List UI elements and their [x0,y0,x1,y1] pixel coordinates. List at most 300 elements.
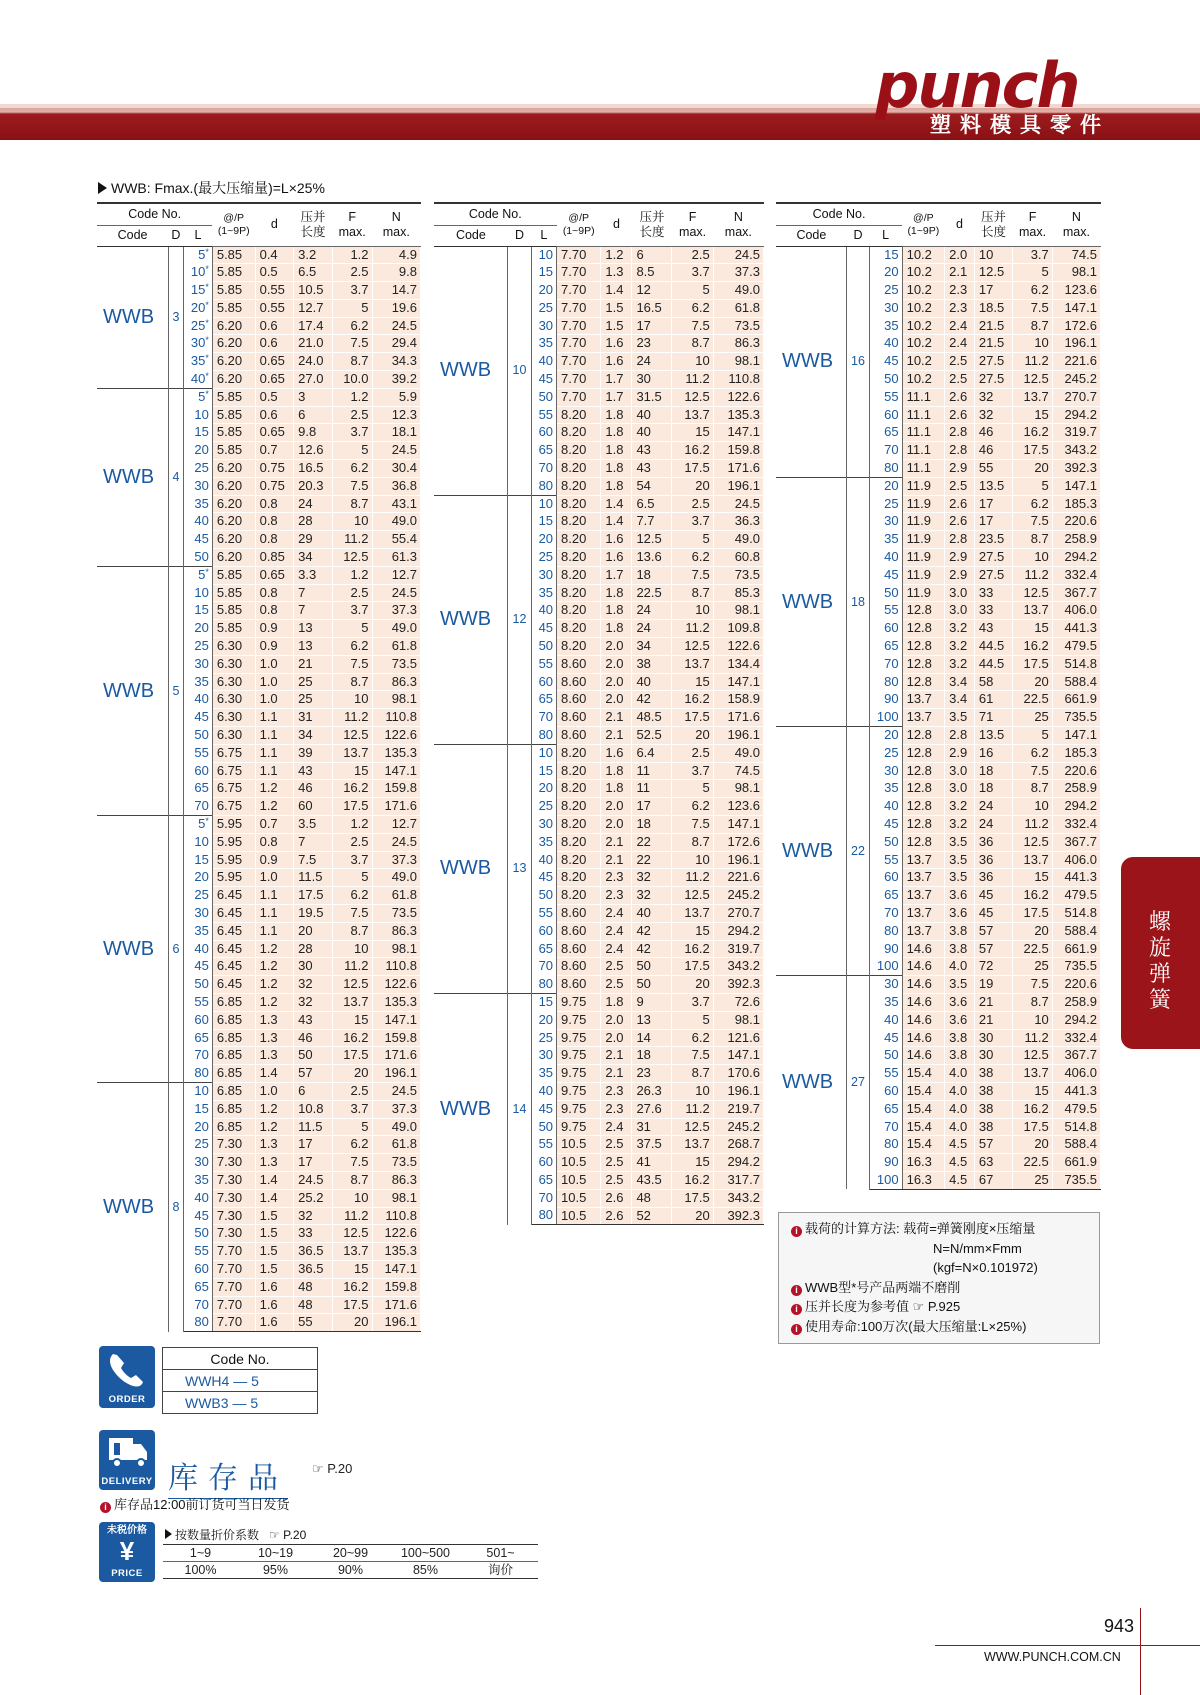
length-cell[interactable]: 70 [531,460,556,478]
solid-length-cell: 13 [632,1011,672,1029]
length-cell[interactable]: 60 [531,1154,556,1172]
length-cell[interactable]: 65 [869,887,902,905]
length-cell[interactable]: 70 [184,1296,213,1314]
length-cell[interactable]: 25 [869,744,902,762]
pitch-cell: 6.30 [212,638,255,656]
length-cell[interactable]: 60 [531,673,556,691]
length-cell[interactable]: 80 [531,1207,556,1225]
length-cell[interactable]: 20* [184,299,213,317]
pitch-cell: 9.75 [557,1047,601,1065]
nmax-cell: 735.5 [1052,1171,1100,1189]
nmax-cell: 317.7 [713,1171,763,1189]
length-cell[interactable]: 45 [531,371,556,389]
length-cell[interactable]: 20 [869,727,902,745]
length-cell[interactable]: 45 [531,620,556,638]
pitch-cell: 6.30 [212,673,255,691]
pitch-cell: 8.20 [557,602,601,620]
length-cell[interactable]: 80 [869,673,902,691]
length-cell[interactable]: 35 [184,1171,213,1189]
length-cell[interactable]: 30 [531,317,556,335]
wire-d-cell: 2.9 [945,549,975,567]
nmax-cell: 294.2 [713,922,763,940]
length-cell[interactable]: 35 [531,833,556,851]
length-cell[interactable]: 20 [184,869,213,887]
wire-d-cell: 0.75 [255,460,294,478]
length-cell[interactable]: 50 [869,371,902,389]
fmax-cell: 13.7 [1013,388,1053,406]
solid-length-cell: 36 [974,869,1012,887]
solid-length-cell: 42 [632,940,672,958]
length-cell[interactable]: 45 [531,1100,556,1118]
length-cell[interactable]: 65 [531,940,556,958]
length-cell[interactable]: 60 [184,1011,213,1029]
nmax-cell: 14.7 [372,282,420,300]
length-cell[interactable]: 65 [869,424,902,442]
length-cell[interactable]: 100 [869,958,902,976]
length-cell[interactable]: 60 [869,406,902,424]
footer-url[interactable]: WWW.PUNCH.COM.CN [984,1650,1121,1664]
length-cell[interactable]: 35 [869,531,902,549]
stock-page-ref[interactable]: ☞ P.20 [312,1461,353,1476]
wire-d-cell: 3.8 [945,1047,975,1065]
length-cell[interactable]: 70 [184,798,213,816]
price-icon: 未税价格 ¥ PRICE [99,1522,155,1582]
fmax-cell: 3.7 [672,264,713,282]
length-cell[interactable]: 55 [531,1136,556,1154]
pitch-cell: 6.30 [212,709,255,727]
length-cell[interactable]: 65 [869,1100,902,1118]
pitch-cell: 8.20 [557,460,601,478]
length-cell[interactable]: 65 [184,1029,213,1047]
solid-length-cell: 17 [294,1136,333,1154]
pitch-cell: 9.75 [557,1029,601,1047]
fmax-cell: 20 [672,727,713,745]
length-cell[interactable]: 30 [869,762,902,780]
length-cell[interactable]: 50 [184,1225,213,1243]
length-cell[interactable]: 50 [869,1047,902,1065]
fmax-cell: 20 [1013,460,1053,478]
product-code: WWB [776,246,847,477]
length-cell[interactable]: 35 [869,993,902,1011]
length-cell[interactable]: 50 [184,727,213,745]
pitch-cell: 13.7 [902,887,945,905]
length-cell[interactable]: 55 [531,904,556,922]
length-cell[interactable]: 40 [184,513,213,531]
stock-title: 库存品 [168,1453,288,1499]
nmax-cell: 661.9 [1052,940,1100,958]
fmax-cell: 6.2 [672,549,713,567]
length-cell[interactable]: 25 [184,1136,213,1154]
length-cell[interactable]: 20 [531,531,556,549]
pitch-cell: 8.60 [557,709,601,727]
length-cell[interactable]: 35 [531,1065,556,1083]
length-cell[interactable]: 80 [869,922,902,940]
wire-d-cell: 0.8 [255,584,294,602]
nmax-cell: 221.6 [1052,353,1100,371]
length-cell[interactable]: 25 [531,798,556,816]
length-cell[interactable]: 100 [869,709,902,727]
length-cell[interactable]: 15 [184,424,213,442]
fmax-cell: 20 [1013,673,1053,691]
length-cell[interactable]: 25 [184,887,213,905]
length-cell[interactable]: 55 [869,1065,902,1083]
pitch-cell: 12.8 [902,638,945,656]
solid-length-cell: 38 [974,1065,1012,1083]
solid-length-cell: 6 [294,406,333,424]
pitch-cell: 7.70 [557,388,601,406]
length-cell[interactable]: 45 [184,531,213,549]
length-cell[interactable]: 100 [869,1171,902,1189]
nmax-cell: 294.2 [1052,406,1100,424]
length-cell[interactable]: 40 [531,353,556,371]
length-cell[interactable]: 50 [869,584,902,602]
length-cell[interactable]: 20 [531,1011,556,1029]
length-cell[interactable]: 25 [531,1029,556,1047]
length-cell[interactable]: 30 [531,566,556,584]
length-cell[interactable]: 15 [184,1100,213,1118]
length-cell[interactable]: 45 [869,1029,902,1047]
length-cell[interactable]: 50 [531,388,556,406]
code-no-header: Code No. [434,203,557,225]
length-cell[interactable]: 55 [184,993,213,1011]
length-cell[interactable]: 80 [531,727,556,745]
price-page-ref[interactable]: ☞ P.20 [269,1528,307,1542]
length-cell[interactable]: 35 [184,673,213,691]
fmax-cell: 16.2 [672,691,713,709]
nmax-cell: 270.7 [713,904,763,922]
length-cell[interactable]: 45 [869,353,902,371]
length-cell[interactable]: 40 [531,602,556,620]
fmax-cell: 7.5 [1013,976,1053,994]
length-cell[interactable]: 55 [531,655,556,673]
solid-length-header: 压并 长度 [294,203,333,246]
length-cell[interactable]: 15 [531,513,556,531]
length-cell[interactable]: 30 [869,299,902,317]
length-cell[interactable]: 20 [531,780,556,798]
pitch-cell: 8.60 [557,940,601,958]
nmax-cell: 12.7 [372,816,420,834]
length-cell[interactable]: 50 [531,638,556,656]
length-cell[interactable]: 10 [184,584,213,602]
length-cell[interactable]: 25 [531,549,556,567]
length-cell[interactable]: 70 [531,709,556,727]
length-cell[interactable]: 70 [869,904,902,922]
length-cell[interactable]: 25 [531,299,556,317]
fmax-cell: 5 [332,299,372,317]
length-cell[interactable]: 50 [531,887,556,905]
length-cell[interactable]: 60 [531,922,556,940]
nmax-cell: 588.4 [1052,922,1100,940]
length-cell[interactable]: 60 [869,869,902,887]
pitch-cell: 8.20 [557,869,601,887]
solid-length-cell: 12.7 [294,299,333,317]
length-cell[interactable]: 15 [184,602,213,620]
length-cell[interactable]: 15 [531,762,556,780]
length-cell[interactable]: 55 [184,1243,213,1261]
length-cell[interactable]: 40 [869,335,902,353]
length-cell[interactable]: 30 [184,655,213,673]
length-cell[interactable]: 10 [531,744,556,762]
length-cell[interactable]: 40 [184,940,213,958]
length-cell[interactable]: 40 [869,1011,902,1029]
length-cell[interactable]: 5* [184,388,213,406]
length-cell[interactable]: 35 [184,922,213,940]
length-cell[interactable]: 45 [869,816,902,834]
length-cell[interactable]: 45 [531,869,556,887]
nmax-cell: 406.0 [1052,851,1100,869]
length-cell[interactable]: 90 [869,691,902,709]
length-cell[interactable]: 20 [184,442,213,460]
solid-length-cell: 14 [632,1029,672,1047]
pitch-cell: 11.9 [902,584,945,602]
length-cell[interactable]: 20 [531,282,556,300]
length-cell[interactable]: 35* [184,353,213,371]
fmax-cell: 5 [1013,264,1053,282]
nmax-cell: 61.8 [372,638,420,656]
length-cell[interactable]: 65 [531,1171,556,1189]
wire-d-cell: 1.0 [255,673,294,691]
solid-length-cell: 48.5 [632,709,672,727]
wire-d-cell: 1.2 [601,246,632,264]
length-cell[interactable]: 45 [184,958,213,976]
pitch-cell: 7.30 [212,1136,255,1154]
solid-length-cell: 32 [974,388,1012,406]
fmax-cell: 2.5 [332,264,372,282]
length-cell[interactable]: 20 [184,1118,213,1136]
table-row [434,993,764,1011]
solid-length-cell: 32 [974,406,1012,424]
pitch-header: @/P (1~9P) [557,203,601,246]
length-cell[interactable]: 30 [184,477,213,495]
solid-length-cell: 43 [632,442,672,460]
pitch-cell: 8.20 [557,513,601,531]
nmax-cell: 661.9 [1052,691,1100,709]
fmax-cell: 12.5 [332,727,372,745]
nmax-cell: 49.0 [372,1118,420,1136]
solid-length-cell: 37.5 [632,1136,672,1154]
nmax-cell: 85.3 [713,584,763,602]
product-code: WWB [434,744,508,993]
length-cell[interactable]: 70 [531,1189,556,1207]
wire-d-cell: 1.2 [255,993,294,1011]
fmax-cell: 2.5 [672,246,713,264]
length-cell[interactable]: 10 [184,406,213,424]
nmax-cell: 441.3 [1052,869,1100,887]
length-cell[interactable]: 25 [184,638,213,656]
length-cell[interactable]: 45 [184,709,213,727]
length-cell[interactable]: 80 [184,1314,213,1332]
length-cell[interactable]: 65 [869,638,902,656]
length-cell[interactable]: 65 [531,442,556,460]
nmax-cell: 60.8 [713,549,763,567]
fmax-cell: 15 [672,1154,713,1172]
fmax-cell: 13.7 [672,904,713,922]
wire-d-cell: 2.5 [601,976,632,994]
length-cell[interactable]: 35 [869,780,902,798]
fmax-cell: 11.2 [672,371,713,389]
length-cell[interactable]: 15 [531,264,556,282]
wire-d-cell: 3.5 [945,976,975,994]
pitch-cell: 14.6 [902,1011,945,1029]
length-cell[interactable]: 80 [531,477,556,495]
length-cell[interactable]: 10 [531,246,556,264]
length-cell[interactable]: 50 [869,833,902,851]
length-cell[interactable]: 40* [184,371,213,389]
pitch-cell: 6.20 [212,549,255,567]
length-cell[interactable]: 80 [869,1136,902,1154]
length-cell[interactable]: 60 [531,424,556,442]
length-cell[interactable]: 70 [531,958,556,976]
solid-length-cell: 13 [294,638,333,656]
length-cell[interactable]: 25 [184,460,213,478]
table-row [776,976,1101,994]
length-cell[interactable]: 30* [184,335,213,353]
solid-length-cell: 40 [632,904,672,922]
length-cell[interactable]: 10 [184,833,213,851]
length-cell[interactable]: 80 [531,976,556,994]
length-cell[interactable]: 5* [184,246,213,264]
length-cell[interactable]: 50 [184,976,213,994]
length-cell[interactable]: 35 [869,317,902,335]
length-cell[interactable]: 15 [869,246,902,264]
delivery-icon: DELIVERY [99,1430,155,1490]
wire-d-cell: 0.6 [255,317,294,335]
fmax-cell: 15 [1013,869,1053,887]
pitch-cell: 5.95 [212,816,255,834]
length-cell[interactable]: 5* [184,816,213,834]
wire-d-cell: 2.4 [601,1118,632,1136]
nmax-cell: 441.3 [1052,1082,1100,1100]
length-cell[interactable]: 60 [184,762,213,780]
length-cell[interactable]: 10 [184,1082,213,1100]
length-cell[interactable]: 50 [531,1118,556,1136]
length-cell[interactable]: 55 [184,744,213,762]
length-cell[interactable]: 60 [184,1260,213,1278]
nmax-cell: 86.3 [713,335,763,353]
length-cell[interactable]: 65 [184,780,213,798]
length-cell[interactable]: 30 [531,1047,556,1065]
wire-d-cell: 4.5 [945,1136,975,1154]
length-cell[interactable]: 40 [184,691,213,709]
length-cell[interactable]: 15* [184,282,213,300]
length-cell[interactable]: 10* [184,264,213,282]
length-cell[interactable]: 70 [184,1047,213,1065]
length-cell[interactable]: 70 [869,442,902,460]
length-cell[interactable]: 35 [184,495,213,513]
length-cell[interactable]: 30 [531,816,556,834]
wire-d-cell: 3.6 [945,1011,975,1029]
solid-length-cell: 45 [974,887,1012,905]
length-cell[interactable]: 40 [184,1189,213,1207]
length-cell[interactable]: 15 [531,993,556,1011]
pitch-cell: 8.60 [557,922,601,940]
length-cell[interactable]: 45 [869,566,902,584]
length-cell[interactable]: 30 [869,976,902,994]
fmax-cell: 3.7 [332,1100,372,1118]
length-cell[interactable]: 60 [869,1082,902,1100]
length-cell[interactable]: 55 [869,851,902,869]
length-cell[interactable]: 5* [184,566,213,584]
wire-d-cell: 1.4 [601,513,632,531]
pitch-cell: 10.2 [902,282,945,300]
length-cell[interactable]: 20 [869,264,902,282]
pitch-cell: 5.85 [212,299,255,317]
spec-table-3 [776,202,1101,1190]
pitch-cell: 6.20 [212,513,255,531]
solid-length-cell: 22 [632,851,672,869]
length-cell[interactable]: 55 [869,602,902,620]
length-cell[interactable]: 15 [184,851,213,869]
wire-d-cell: 1.7 [601,371,632,389]
length-cell[interactable]: 90 [869,1154,902,1172]
length-cell[interactable]: 70 [869,1118,902,1136]
wire-d-cell: 1.6 [255,1314,294,1332]
outer-diameter: 5 [168,566,184,815]
length-cell[interactable]: 65 [184,1278,213,1296]
wire-d-cell: 1.2 [255,798,294,816]
length-cell[interactable]: 55 [869,388,902,406]
length-cell[interactable]: 30 [184,904,213,922]
length-cell[interactable]: 20 [184,620,213,638]
wire-d-cell: 1.8 [601,442,632,460]
length-cell[interactable]: 90 [869,940,902,958]
length-cell[interactable]: 65 [531,691,556,709]
length-cell[interactable]: 50 [184,549,213,567]
category-side-tab[interactable]: 螺 旋 弹 簧 [1121,857,1200,1049]
fmax-cell: 10 [672,602,713,620]
length-cell[interactable]: 40 [531,1082,556,1100]
nmax-cell: 258.9 [1052,780,1100,798]
wire-d-cell: 1.6 [601,531,632,549]
order-code-table [162,1347,318,1414]
nmax-cell: 392.3 [713,1207,763,1225]
outer-diameter: 27 [847,976,869,1190]
length-cell[interactable]: 30 [869,513,902,531]
fmax-cell: 11.2 [332,531,372,549]
length-cell[interactable]: 25 [869,282,902,300]
pitch-cell: 11.1 [902,442,945,460]
solid-length-cell: 3.5 [294,816,333,834]
length-cell[interactable]: 60 [869,620,902,638]
length-cell[interactable]: 40 [869,549,902,567]
length-cell[interactable]: 10 [531,495,556,513]
solid-length-cell: 30 [294,958,333,976]
nmax-cell: 196.1 [713,477,763,495]
solid-length-cell: 40 [632,424,672,442]
solid-length-cell: 27.5 [974,566,1012,584]
length-cell[interactable]: 45 [184,1207,213,1225]
pitch-cell: 8.20 [557,780,601,798]
wire-d-cell: 1.4 [601,282,632,300]
length-cell[interactable]: 40 [531,851,556,869]
length-cell[interactable]: 30 [184,1154,213,1172]
length-cell[interactable]: 80 [184,1065,213,1083]
length-cell[interactable]: 40 [869,798,902,816]
length-cell[interactable]: 35 [531,335,556,353]
length-cell[interactable]: 55 [531,406,556,424]
nmax-cell: 98.1 [372,940,420,958]
wire-d-cell: 1.8 [601,620,632,638]
length-cell[interactable]: 35 [531,584,556,602]
nmax-cell: 122.6 [713,638,763,656]
length-cell[interactable]: 70 [869,655,902,673]
length-cell[interactable]: 25* [184,317,213,335]
length-cell[interactable]: 20 [869,477,902,495]
length-cell[interactable]: 25 [869,495,902,513]
length-cell[interactable]: 80 [869,460,902,478]
nmax-cell: 73.5 [372,904,420,922]
outer-diameter: 12 [508,495,531,744]
